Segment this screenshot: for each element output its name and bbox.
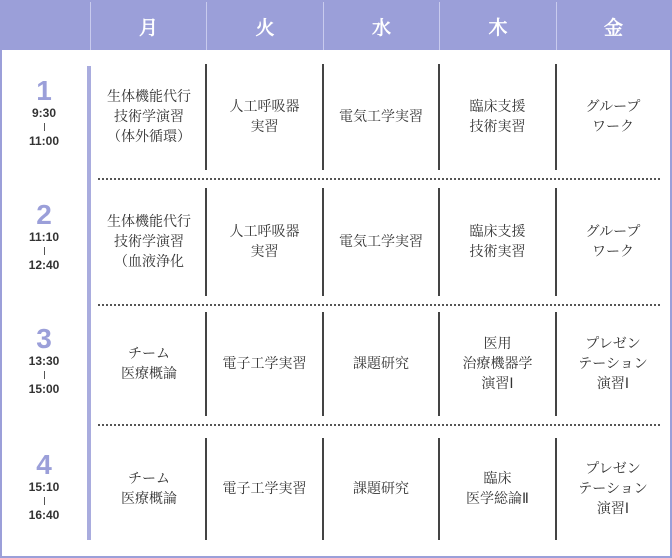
period-number: 1	[36, 75, 52, 106]
time-range-separator	[44, 247, 45, 255]
column-divider	[322, 312, 324, 416]
class-cell-fri-1: グループ ワーク	[585, 99, 641, 135]
column-divider	[205, 312, 207, 416]
class-cell-wed-4: 課題研究	[353, 481, 409, 497]
column-divider	[322, 438, 324, 540]
header-day-mon: 月	[90, 2, 206, 50]
column-divider	[322, 188, 324, 296]
period-end-time: 16:40	[28, 508, 60, 522]
period-accent-bar	[87, 66, 91, 540]
period-label-2	[2, 200, 86, 272]
row-separator	[98, 304, 660, 306]
class-cell-fri-4: プレゼン テーション 演習Ⅰ	[578, 461, 648, 517]
class-cell-tue-4: 電子工学実習	[222, 481, 307, 497]
column-divider	[205, 64, 207, 170]
column-divider	[555, 188, 557, 296]
period-end-time: 11:00	[28, 134, 60, 148]
period-start-time: 15:10	[28, 480, 60, 494]
class-cell-thu-4: 臨床 医学総論Ⅱ	[466, 471, 529, 507]
time-range-separator	[44, 497, 45, 505]
class-cell-thu-3: 医用 治療機器学 演習Ⅰ	[462, 336, 533, 392]
class-cell-tue-2: 人工呼吸器 実習	[229, 224, 300, 260]
period-label-4	[2, 450, 86, 522]
header-day-thu: 木	[439, 2, 556, 50]
period-label-1	[2, 76, 86, 148]
column-divider	[438, 312, 440, 416]
column-divider	[322, 64, 324, 170]
time-range-separator	[44, 123, 45, 131]
column-divider	[438, 438, 440, 540]
period-end-time: 15:00	[28, 382, 60, 396]
class-cell-fri-3: プレゼン テーション 演習Ⅰ	[578, 336, 648, 392]
column-divider	[205, 188, 207, 296]
class-cell-mon-3: チーム 医療概論	[121, 346, 177, 382]
class-cell-mon-4: チーム 医療概論	[121, 471, 177, 507]
class-cell-wed-3: 課題研究	[353, 356, 409, 372]
row-separator	[98, 424, 660, 426]
class-cell-mon-1: 生体機能代行 技術学演習 （体外循環）	[107, 89, 191, 145]
time-range-separator	[44, 371, 45, 379]
class-cell-tue-1: 人工呼吸器 実習	[229, 99, 300, 135]
column-divider	[438, 188, 440, 296]
class-cell-mon-2: 生体機能代行 技術学演習 （血液浄化	[107, 214, 191, 270]
period-number: 2	[36, 199, 52, 230]
period-end-time: 12:40	[28, 258, 60, 272]
class-cell-tue-3: 電子工学実習	[222, 356, 307, 372]
column-divider	[555, 64, 557, 170]
period-label-3	[2, 324, 86, 396]
class-cell-thu-1: 臨床支援 技術実習	[469, 99, 526, 135]
period-number: 4	[36, 449, 52, 480]
header-day-fri: 金	[556, 2, 670, 50]
header-day-tue: 火	[206, 2, 323, 50]
column-divider	[205, 438, 207, 540]
header-corner-cell	[2, 2, 90, 50]
header-day-wed: 水	[323, 2, 439, 50]
column-divider	[438, 64, 440, 170]
class-cell-wed-2: 電気工学実習	[339, 234, 423, 250]
column-divider	[555, 438, 557, 540]
period-start-time: 9:30	[31, 106, 57, 120]
period-number: 3	[36, 323, 52, 354]
column-divider	[555, 312, 557, 416]
class-cell-thu-2: 臨床支援 技術実習	[469, 224, 526, 260]
period-start-time: 13:30	[28, 354, 60, 368]
row-separator	[98, 178, 660, 180]
period-start-time: 11:10	[28, 230, 60, 244]
class-cell-fri-2: グループ ワーク	[585, 224, 641, 260]
class-cell-wed-1: 電気工学実習	[339, 109, 423, 125]
timetable-header	[2, 2, 670, 50]
